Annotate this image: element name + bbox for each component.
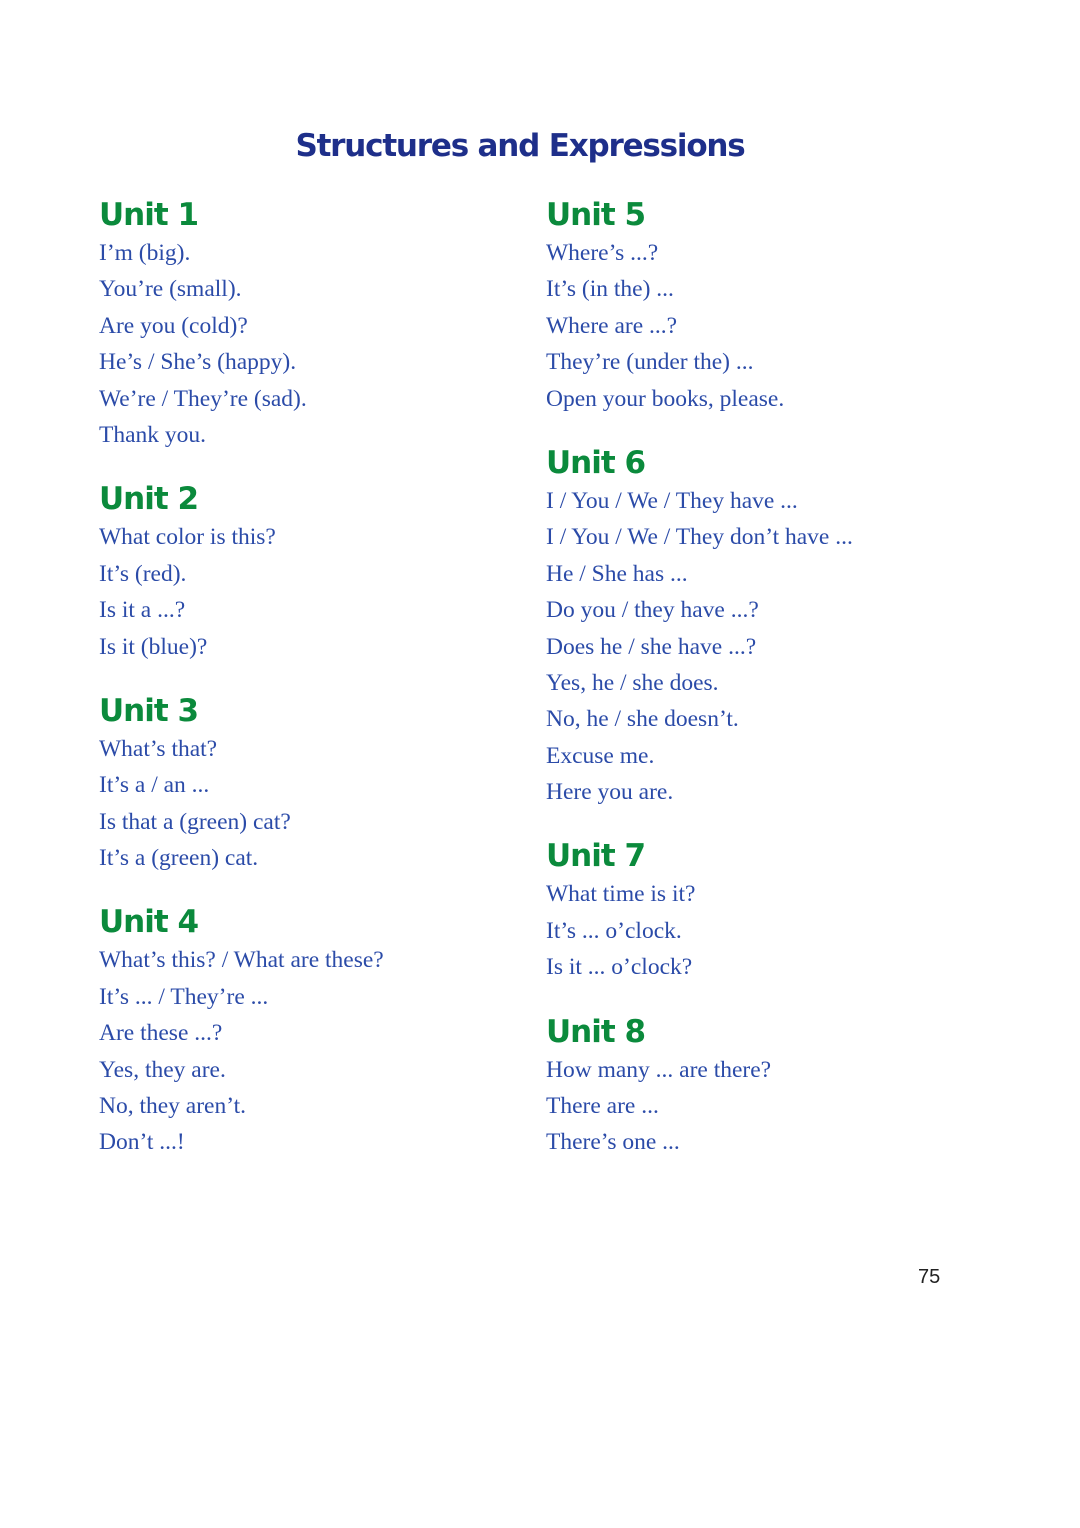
page-number: 75 <box>918 1266 941 1288</box>
unit-heading: Unit 8 <box>546 1013 646 1050</box>
phrase: It’s ... o’clock. <box>546 917 682 944</box>
phrase: Thank you. <box>99 421 207 448</box>
phrase: Where’s ...? <box>546 240 659 266</box>
phrase: They’re (under the) ... <box>546 349 754 376</box>
phrase: Yes, they are. <box>99 1056 226 1083</box>
phrase: You’re (small). <box>99 276 242 303</box>
phrase: We’re / They’re (sad). <box>99 385 307 412</box>
phrase: No, he / she doesn’t. <box>546 706 739 733</box>
phrase: He / She has ... <box>546 560 688 587</box>
phrase: Yes, he / she does. <box>546 669 719 696</box>
unit-heading: Unit 7 <box>546 838 646 875</box>
phrase: Is it a ...? <box>99 597 186 624</box>
phrase: What time is it? <box>546 881 696 908</box>
phrase: It’s a (green) cat. <box>99 845 259 872</box>
unit-heading: Unit 5 <box>546 197 646 233</box>
phrase: I’m (big). <box>99 240 191 266</box>
phrase: It’s (in the) ... <box>546 276 674 303</box>
phrase: What color is this? <box>99 524 276 551</box>
left-column <box>99 195 384 1187</box>
phrase: I / You / We / They have ... <box>546 487 798 514</box>
right-column <box>546 195 853 1187</box>
page-title: Structures and Expressions <box>295 128 745 164</box>
phrase: It’s (red). <box>99 560 187 587</box>
phrase: Is that a (green) cat? <box>99 808 291 835</box>
unit-section <box>99 479 384 665</box>
unit-heading: Unit 3 <box>99 692 199 729</box>
phrase: There’s one ... <box>546 1129 680 1156</box>
phrase: Are these ...? <box>99 1020 223 1047</box>
unit-heading: Unit 4 <box>99 904 199 941</box>
phrase: What’s this? / What are these? <box>99 947 384 974</box>
phrase: Do you / they have ...? <box>546 597 759 624</box>
phrase: He’s / She’s (happy). <box>99 349 297 376</box>
phrase: How many ... are there? <box>546 1056 772 1083</box>
phrase: It’s a / an ... <box>99 772 210 799</box>
phrase: It’s ... / They’re ... <box>99 983 269 1010</box>
phrase: Is it (blue)? <box>99 633 208 660</box>
unit-section <box>546 443 853 811</box>
phrase: I / You / We / They don’t have ... <box>546 524 853 551</box>
phrase: Open your books, please. <box>546 385 785 412</box>
phrase: Here you are. <box>546 779 674 806</box>
unit-heading: Unit 1 <box>99 197 199 233</box>
phrase: There are ... <box>546 1093 659 1120</box>
phrase: Don’t ...! <box>99 1129 185 1156</box>
phrase: Is it ... o’clock? <box>546 954 693 981</box>
unit-section <box>99 902 384 1160</box>
unit-section <box>99 195 384 453</box>
unit-heading: Unit 6 <box>546 444 646 481</box>
phrase: Excuse me. <box>546 742 655 769</box>
unit-section <box>546 1012 853 1161</box>
phrase: What’s that? <box>99 735 218 762</box>
unit-section <box>99 691 384 877</box>
unit-section <box>546 836 853 985</box>
phrase: Does he / she have ...? <box>546 633 757 660</box>
phrase: Are you (cold)? <box>99 312 248 339</box>
phrase: No, they aren’t. <box>99 1093 247 1120</box>
unit-section <box>546 195 853 417</box>
phrase: Where are ...? <box>546 312 678 339</box>
unit-heading: Unit 2 <box>99 481 199 518</box>
